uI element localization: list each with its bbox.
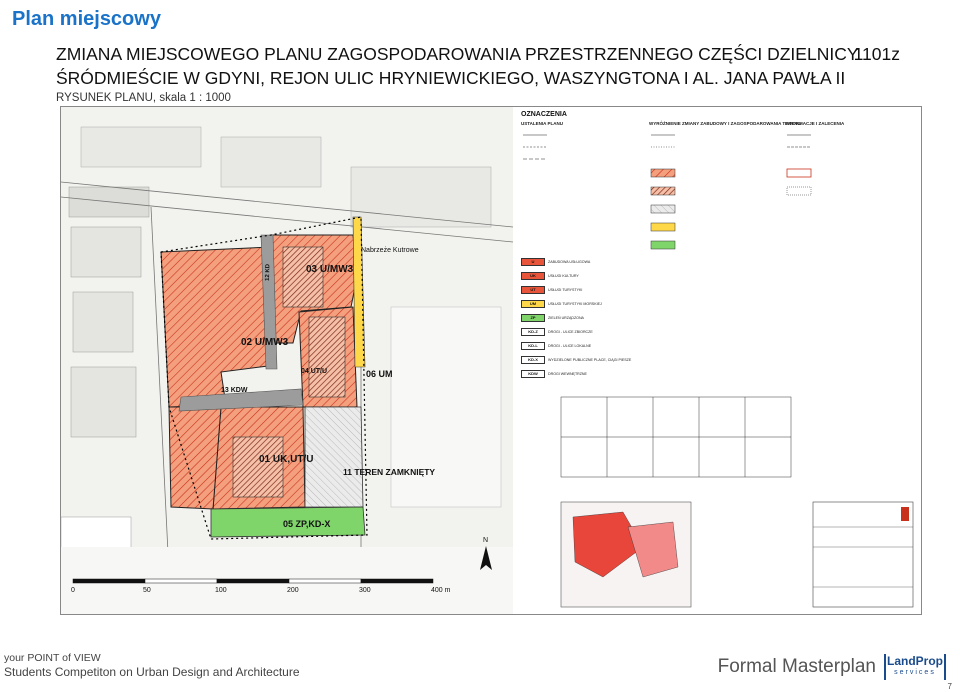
zone-01b-polygon	[169, 407, 221, 509]
indicator-table	[561, 397, 791, 477]
legend-label: ZABUDOWA USŁUGOWA	[548, 259, 591, 264]
legend-heading: OZNACZENIA	[521, 111, 567, 118]
zoning-map[interactable]	[61, 107, 513, 614]
legend-swatch: UK	[521, 272, 545, 280]
scale-tick-label: 300	[359, 587, 371, 594]
legend-graphics	[513, 107, 921, 614]
scale-segment	[361, 579, 433, 583]
legend-swatch: KD-X	[521, 356, 545, 364]
scale-segment	[217, 579, 289, 583]
footer-line-1: your POINT of VIEW	[4, 652, 101, 664]
legend-swatch: UT	[521, 286, 545, 294]
scale-tick-label: 400 m	[431, 587, 451, 594]
zoning-map-drawing	[61, 107, 513, 614]
legend-label: USŁUGI KULTURY	[548, 273, 579, 278]
street-label: Nabrzeże Kutrowe	[361, 247, 419, 254]
svg-text:N: N	[483, 537, 489, 544]
legend-swatch: ZP	[521, 314, 545, 322]
building-footprint	[309, 317, 345, 397]
zone-label-06: 06 UM	[366, 369, 393, 379]
scale-tick-label: 50	[143, 587, 151, 594]
zone-label-11: 11 TEREN ZAMKNIĘTY	[343, 467, 436, 477]
footer-line-2: Students Competiton on Urban Design and Architecture	[4, 665, 300, 679]
kdw-label: 13 KDW	[221, 387, 248, 394]
building-footprint	[283, 247, 323, 307]
plan-code: 1101z	[853, 44, 900, 64]
legend-column-1: USTALENIA PLANU	[521, 121, 563, 126]
landprop-logo	[884, 654, 946, 680]
legend-label: DROGI - ULICE ZBIORCZE	[548, 329, 593, 334]
plan-subtitle: RYSUNEK PLANU, skala 1 : 1000	[56, 92, 231, 104]
scale-tick-label: 100	[215, 587, 227, 594]
scale-segment	[73, 579, 145, 583]
legend-label: DROGI WEWNĘTRZNE	[548, 371, 587, 376]
legend-label: DROGI - ULICE LOKALNE	[548, 343, 592, 348]
kd-label: 12 KD	[264, 263, 272, 282]
zone-label-03: 03 U/MW3	[306, 264, 354, 275]
legend-label: WYDZIELONE PUBLICZNE PLACE, CIĄGI PIESZE	[548, 357, 632, 362]
plan-title-line-1: ZMIANA MIEJSCOWEGO PLANU ZAGOSPODAROWANIA PRZESTRZENNEGO CZĘŚCI DZIELNICY	[56, 44, 859, 64]
page-title: Plan miejscowy	[12, 8, 161, 30]
plan-title-block	[56, 42, 896, 104]
plan-title-line-2: ŚRÓDMIEŚCIE W GDYNI, REJON ULIC HRYNIEWICKIEGO, WASZYNGTONA I AL. JANA PAWŁA II	[56, 68, 846, 88]
brand-sub: services	[894, 669, 936, 676]
legend-label: USŁUGI TURYSTYKI MORSKIEJ	[548, 301, 602, 306]
scale-segment	[289, 579, 361, 583]
plan-sheet	[60, 106, 922, 615]
scale-segment	[145, 579, 217, 583]
scale-tick-label: 200	[287, 587, 299, 594]
legend-swatch: KD-Z	[521, 328, 545, 336]
legend-label: ZIELEŃ URZĄDZONA	[548, 315, 584, 320]
brand-name: LandProp	[887, 654, 943, 668]
zone-label-04: 04 UT/U	[301, 368, 328, 375]
section-title: Formal Masterplan	[717, 656, 876, 677]
legend-column-2: WYRÓŻNIENIE ZMIANY ZABUDOWY I ZAGOSPODAROWANIA TERENU	[649, 121, 801, 126]
zone-label-02: 02 U/MW3	[241, 337, 289, 348]
legend-panel	[513, 107, 921, 614]
zone-label-05: 05 ZP,KD-X	[283, 519, 331, 529]
legend-column-3: INFORMACJE I ZALECENIA	[785, 121, 845, 126]
page-number: 7	[947, 682, 952, 691]
legend-swatch: KDW	[521, 370, 545, 378]
zone-label-01: 01 UK,UT/U	[259, 454, 314, 465]
legend-label: USŁUGI TURYSTYKI	[548, 287, 583, 292]
scale-tick-label: 0	[71, 587, 75, 594]
legend-swatch: UM	[521, 300, 545, 308]
zone-11-polygon	[305, 407, 363, 507]
legend-swatch: U	[521, 258, 545, 266]
building-footprint	[233, 437, 283, 497]
legend-swatch: KD-L	[521, 342, 545, 350]
